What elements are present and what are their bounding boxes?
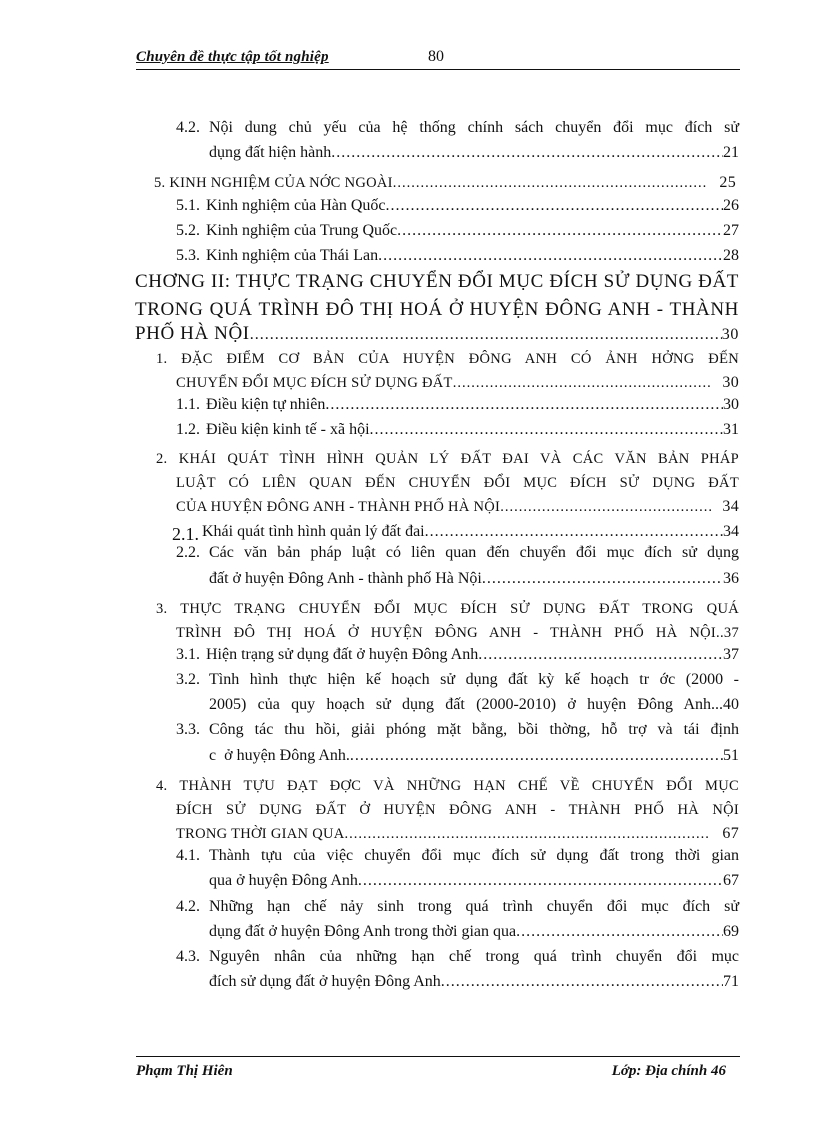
toc-section-title: CHUYỂN ĐỔI MỤC ĐÍCH SỬ DỤNG ĐẤT — [176, 375, 453, 391]
toc-entry-text: Hiện trạng sử dụng đất ở huyện Đông Anh — [206, 646, 479, 663]
toc-entry-text: c ở huyện Đông Anh. — [209, 747, 350, 764]
toc-entry-leader — [209, 919, 739, 945]
toc-entry — [176, 894, 200, 920]
toc-entry — [176, 115, 200, 141]
toc-entry-text: Kinh nghiệm của Hàn Quốc — [206, 197, 386, 214]
toc-entry-text: 2005) của quy hoạch sử dụng đất (2000-2010) ở huyện Đông Anh...40 — [209, 696, 739, 713]
chapter-title: TRONG QUÁ TRÌNH ĐÔ THỊ HOÁ Ở HUYỆN ĐÔNG ANH - THÀNH — [135, 299, 739, 320]
toc-entry-leader — [209, 566, 739, 592]
toc-page-ref: 30 — [721, 326, 739, 343]
toc-page-ref: 34 — [723, 523, 739, 540]
toc-section-title: ĐÍCH SỬ DỤNG ĐẤT Ở HUYỆN ĐÔNG ANH - THÀNH PHỐ HÀ NỘI — [176, 802, 739, 818]
toc-entry-text: đích sử dụng đất ở huyện Đông Anh — [209, 973, 441, 990]
toc-section-title: TRONG THỜI GIAN QUA — [176, 826, 345, 842]
toc-entry-text: qua ở huyện Đông Anh — [209, 872, 358, 889]
toc-section-title: LUẬT CÓ LIÊN QUAN ĐẾN CHUYỂN ĐỔI MỤC ĐÍCH SỬ DỤNG ĐẤT — [176, 475, 739, 491]
toc-entry-number: 4.3. — [176, 948, 200, 965]
toc-entry-text: Kinh nghiệm của Trung Quốc — [206, 222, 398, 239]
toc-entry — [176, 243, 739, 269]
footer-class: Lớp: Địa chính 46 — [611, 1063, 726, 1079]
toc-section-title: TRÌNH ĐÔ THỊ HOÁ Ở HUYỆN ĐÔNG ANH - THÀNH PHỐ HÀ NỘI..37 — [176, 625, 739, 641]
toc-entry — [176, 667, 200, 693]
toc-section-title: CỦA HUYỆN ĐÔNG ANH - THÀNH PHỐ HÀ NỘI — [176, 499, 501, 515]
toc-entry-text: Các văn bản pháp luật có liên quan đến chuyển đổi mục đích sử dụng — [209, 544, 739, 561]
toc-entry-number: 3.2. — [176, 671, 200, 688]
toc-entry-text: Nội dung chủ yếu của hệ thống chính sách chuyển đổi mục đích sử — [209, 119, 739, 136]
toc-page-ref: 69 — [723, 923, 739, 940]
toc-section-title: 4. THÀNH TỰU ĐẠT ĐỢC VÀ NHỮNG HẠN CHẾ VỀ CHUYỂN ĐỔI MỤC — [156, 778, 739, 794]
toc-entry-text: Những hạn chế nảy sinh trong quá trình chuyển đổi mục đích sử — [209, 898, 739, 915]
toc-section-title: 2. KHÁI QUÁT TÌNH HÌNH QUẢN LÝ ĐẤT ĐAI VÀ CÁC VĂN BẢN PHÁP — [156, 451, 739, 467]
chapter-title: PHỐ HÀ NỘI — [135, 323, 250, 344]
footer-author: Phạm Thị Hiên — [136, 1063, 233, 1079]
toc-entry-number: 3.1. — [176, 646, 200, 663]
toc-entry-text: Điều kiện kinh tế - xã hội — [206, 421, 370, 438]
toc-entry-text: dụng đất ở huyện Đông Anh trong thời gian qua — [209, 923, 517, 940]
toc-entry-number: 4.2. — [176, 119, 200, 136]
toc-page-ref: 25 — [719, 174, 736, 191]
toc-entry-text: Tình hình thực hiện kế hoạch sử dụng đất kỳ kế hoạch tr ớc (2000 - — [209, 671, 739, 688]
toc-page-ref: 51 — [723, 747, 739, 764]
toc-entry — [176, 843, 200, 869]
toc-entry-leader — [209, 140, 739, 166]
toc-entry-text: Nguyên nhân của những hạn chế trong quá trình chuyển đổi mục — [209, 948, 739, 965]
toc-entry-text: Điều kiện tự nhiên — [206, 396, 326, 413]
toc-entry-text: Khái quát tình hình quản lý đất đai — [202, 523, 425, 540]
toc-section-title: 1. ĐẶC ĐIỂM CƠ BẢN CỦA HUYỆN ĐÔNG ANH CÓ ẢNH HỞNG ĐẾN — [156, 351, 739, 367]
toc-entry — [176, 540, 200, 566]
toc-entry-number: 1.1. — [176, 396, 200, 413]
toc-entry-number: 3.3. — [176, 721, 200, 738]
toc-entry-number: 1.2. — [176, 421, 200, 438]
toc-page-ref: 36 — [723, 570, 739, 587]
page-footer — [136, 1056, 740, 1079]
toc-entry — [176, 417, 739, 443]
toc-entry-text: dụng đất hiện hành — [209, 144, 332, 161]
toc-entry-number: 4.2. — [176, 898, 200, 915]
toc-entry-text: Thành tựu của việc chuyển đổi mục đích sử dụng đất trong thời gian — [209, 847, 739, 864]
toc-page-ref: 71 — [723, 973, 739, 990]
toc-entry-number: 5.1. — [176, 197, 200, 214]
toc-page-ref: 30 — [723, 396, 739, 413]
page-number: 80 — [428, 48, 444, 65]
toc-entry-text: Kinh nghiệm của Thái Lan — [206, 247, 379, 264]
toc-entry-leader — [209, 868, 739, 894]
toc-entry-number: 5.3. — [176, 247, 200, 264]
toc-page-ref: 27 — [723, 222, 739, 239]
toc-entry-text: Công tác thu hồi, giải phóng mặt bằng, bồi thờng, hỗ trợ và tái định — [209, 721, 739, 738]
toc-entry-number: 4.1. — [176, 847, 200, 864]
toc-page-ref: 37 — [723, 646, 739, 663]
toc-entry-number: 5.2. — [176, 222, 200, 239]
toc-entry — [176, 717, 200, 743]
toc-page-ref: 28 — [723, 247, 739, 264]
toc-entry — [176, 944, 200, 970]
toc-entry-number: 2.1. — [172, 524, 199, 544]
toc-page-ref: 26 — [723, 197, 739, 214]
chapter-title-leader — [135, 320, 739, 349]
toc-entry-leader — [209, 743, 739, 769]
toc-entry-leader — [209, 969, 739, 995]
toc-entry-number: 2.2. — [176, 544, 200, 561]
header-title: Chuyên đề thực tập tốt nghiệp — [136, 49, 329, 65]
toc-page-ref: 21 — [723, 144, 739, 161]
toc-page-ref: 67 — [723, 872, 739, 889]
toc-section-title: 3. THỰC TRẠNG CHUYỂN ĐỔI MỤC ĐÍCH SỬ DỤNG ĐẤT TRONG QUÁ — [156, 601, 739, 617]
toc-page-ref: 67 — [722, 825, 739, 842]
toc-page-ref: 34 — [722, 498, 739, 515]
toc-page-ref: 31 — [723, 421, 739, 438]
toc-entry — [176, 642, 739, 668]
page-header — [136, 47, 740, 70]
toc-entry — [176, 193, 739, 219]
chapter-title: CHƠNG II: THỰC TRẠNG CHUYỂN ĐỔI MỤC ĐÍCH SỬ DỤNG ĐẤT — [135, 271, 739, 292]
toc-entry — [176, 218, 739, 244]
toc-entry-text: đất ở huyện Đông Anh - thành phố Hà Nội — [209, 570, 482, 587]
toc-entry — [176, 392, 739, 418]
toc-page-ref: 30 — [722, 374, 739, 391]
toc-section-title: 5. KINH NGHIỆM CỦA NỚC NGOÀI — [154, 175, 393, 191]
